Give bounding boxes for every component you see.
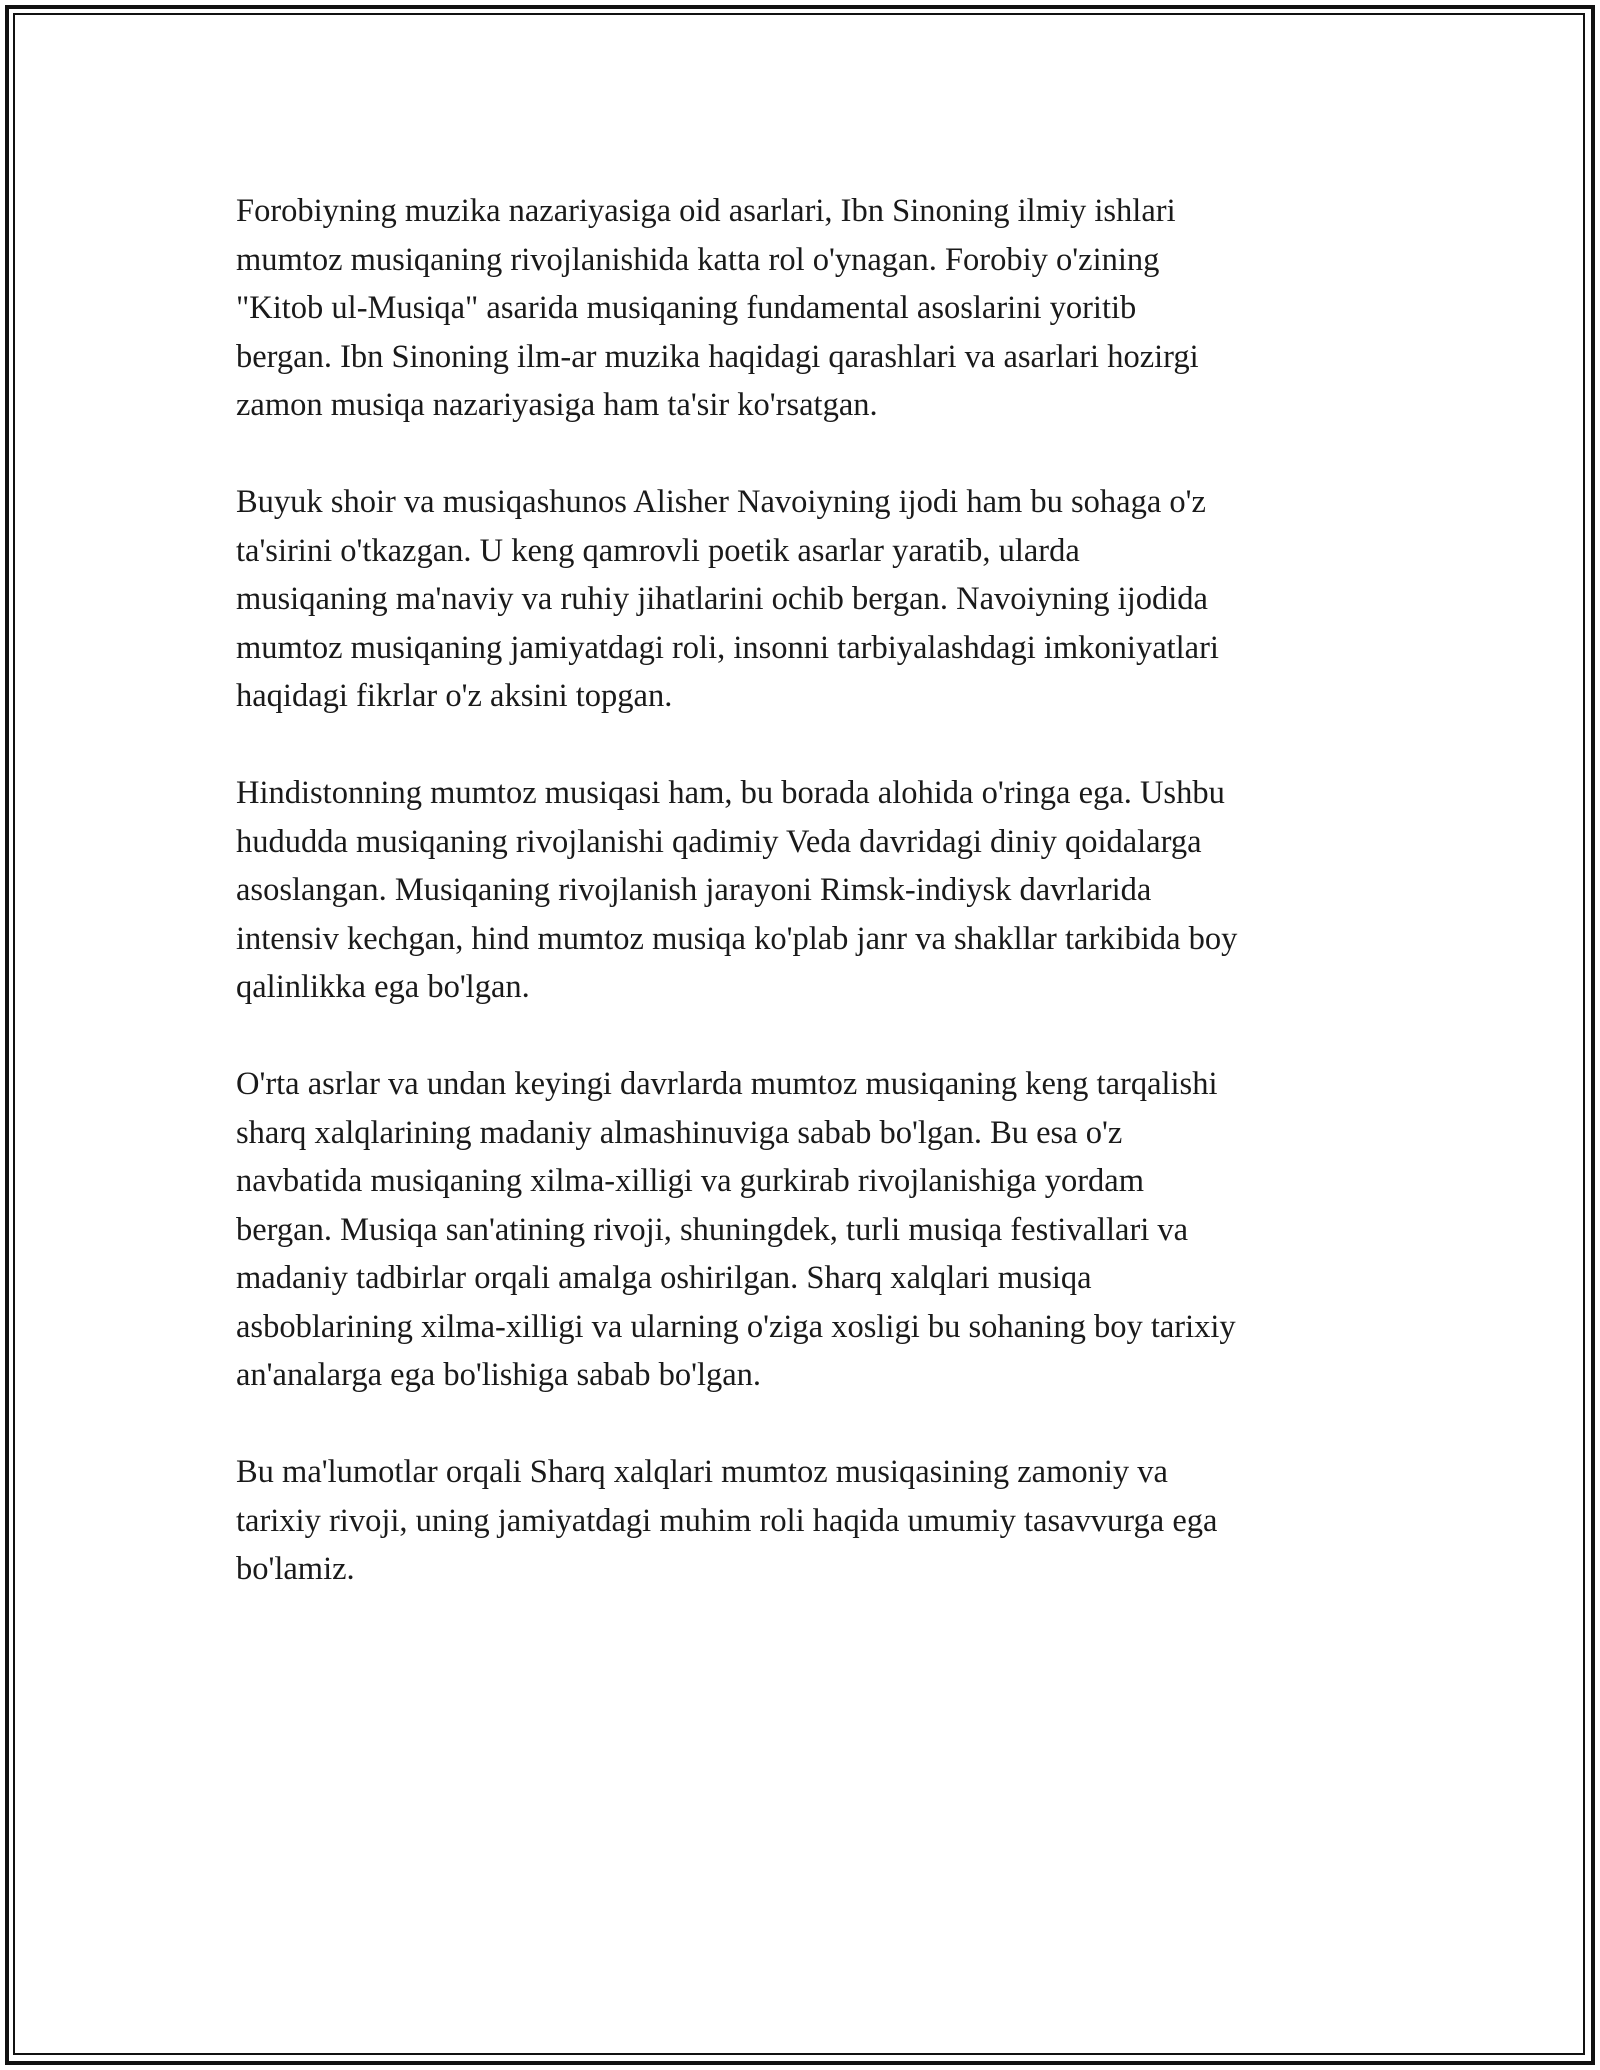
text-line: navbatida musiqaning xilma-xilligi va gurkirab rivojlanishiga yordam — [236, 1163, 1145, 1199]
text-line: asoslangan. Musiqaning rivojlanish jarayoni Rimsk-indiysk davrlarida — [236, 872, 1152, 908]
text-line: intensiv kechgan, hind mumtoz musiqa ko'plab janr va shakllar tarkibida boy — [236, 920, 1238, 957]
paragraph-middle-ages — [236, 1060, 1376, 1400]
paragraph-farabi-avicenna — [236, 187, 1376, 430]
text-line: tarixiy rivoji, uning jamiyatdagi muhim roli haqida umumiy tasavvurga ega — [236, 1502, 1218, 1539]
paragraph-navoi — [236, 478, 1376, 721]
document-body — [236, 187, 1376, 1642]
text-line: bergan. Ibn Sinoning ilm-ar muzika haqidagi qarashlari va asarlari hozirgi — [236, 338, 1199, 375]
text-line: O'rta asrlar va undan keyingi davrlarda mumtoz musiqaning keng tarqalishi — [236, 1066, 1218, 1102]
text-line: hududda musiqaning rivojlanishi qadimiy Veda davridagi diniy qoidalarga — [236, 823, 1202, 860]
text-line: haqidagi fikrlar o'z aksini topgan. — [236, 678, 673, 714]
text-line: Bu ma'lumotlar orqali Sharq xalqlari mumtoz musiqasining zamoniy va — [236, 1454, 1168, 1490]
text-line: Hindistonning mumtoz musiqasi ham, bu borada alohida o'ringa ega. Ushbu — [236, 775, 1225, 811]
paragraph-india — [236, 769, 1376, 1012]
text-line: zamon musiqa nazariyasiga ham ta'sir ko'rsatgan. — [236, 387, 878, 423]
text-line: Forobiyning muzika nazariyasiga oid asarlari, Ibn Sinoning ilmiy ishlari — [236, 193, 1176, 229]
text-line: an'analarga ega bo'lishiga sabab bo'lgan. — [236, 1357, 762, 1393]
text-line: Buyuk shoir va musiqashunos Alisher Navoiyning ijodi ham bu sohaga o'z — [236, 484, 1206, 520]
text-line: asboblarining xilma-xilligi va ularning o'ziga xosligi bu sohaning boy tarixiy — [236, 1308, 1236, 1345]
text-line: bo'lamiz. — [236, 1551, 355, 1587]
text-line: madaniy tadbirlar orqali amalga oshirilgan. Sharq xalqlari musiqa — [236, 1260, 1092, 1296]
text-line: ta'sirini o'tkazgan. U keng qamrovli poetik asarlar yaratib, ularda — [236, 532, 1080, 569]
text-line: bergan. Musiqa san'atining rivoji, shuningdek, turli musiqa festivallari va — [236, 1211, 1189, 1248]
text-line: "Kitob ul-Musiqa" asarida musiqaning fundamental asoslarini yoritib — [236, 290, 1137, 326]
paragraph-conclusion — [236, 1448, 1376, 1594]
text-line: musiqaning ma'naviy va ruhiy jihatlarini ochib bergan. Navoiyning ijodida — [236, 581, 1208, 617]
text-line: qalinlikka ega bo'lgan. — [236, 969, 530, 1005]
text-line: sharq xalqlarining madaniy almashinuviga sabab bo'lgan. Bu esa o'z — [236, 1114, 1123, 1151]
text-line: mumtoz musiqaning rivojlanishida katta rol o'ynagan. Forobiy o'zining — [236, 241, 1160, 278]
text-line: mumtoz musiqaning jamiyatdagi roli, insonni tarbiyalashdagi imkoniyatlari — [236, 629, 1219, 666]
